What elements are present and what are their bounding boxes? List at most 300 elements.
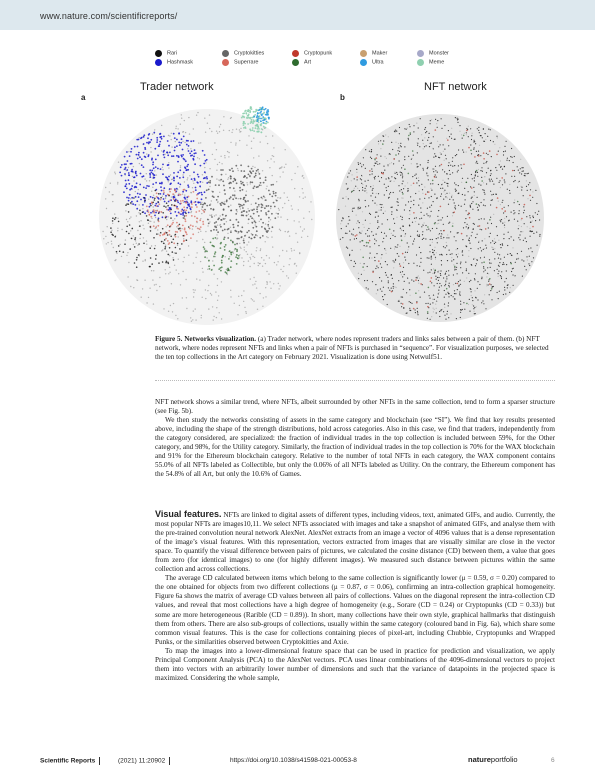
network-node	[271, 236, 272, 237]
network-node	[229, 187, 231, 189]
network-node	[238, 203, 240, 205]
network-node	[179, 144, 181, 146]
network-node	[364, 190, 365, 191]
network-node	[128, 179, 130, 181]
network-node	[215, 256, 216, 257]
network-node	[210, 230, 212, 232]
network-node	[504, 257, 505, 258]
network-node	[368, 205, 369, 206]
network-node	[430, 188, 431, 189]
network-node	[271, 196, 273, 198]
network-node	[155, 166, 157, 168]
network-node	[125, 180, 127, 182]
network-node	[269, 193, 271, 195]
network-node	[112, 201, 113, 202]
network-node	[131, 169, 133, 171]
network-node	[376, 204, 377, 205]
network-node	[255, 173, 257, 175]
network-node	[475, 172, 476, 173]
network-node	[346, 183, 347, 184]
network-node	[179, 177, 181, 179]
network-node	[411, 163, 412, 164]
network-node	[466, 130, 468, 132]
network-node	[416, 277, 417, 278]
network-node	[391, 291, 393, 293]
network-node	[493, 241, 494, 242]
network-node	[460, 304, 461, 305]
network-node	[490, 233, 491, 234]
network-node	[429, 251, 430, 252]
network-node	[404, 128, 405, 129]
network-node	[252, 123, 254, 125]
network-node	[475, 273, 476, 274]
network-node	[444, 125, 445, 126]
network-node	[248, 117, 250, 119]
journal-url[interactable]: www.nature.com/scientificreports/	[40, 11, 178, 21]
network-node	[436, 279, 437, 280]
network-node	[285, 149, 286, 150]
network-node	[156, 290, 157, 291]
network-node	[535, 190, 536, 191]
network-node	[173, 303, 174, 304]
network-node	[439, 316, 440, 317]
network-node	[437, 223, 438, 224]
network-node	[442, 217, 443, 218]
network-node	[288, 200, 289, 201]
network-node	[310, 201, 311, 202]
network-node	[478, 242, 479, 243]
network-node	[511, 212, 512, 213]
network-node	[435, 166, 436, 167]
network-node	[191, 150, 193, 152]
network-node	[365, 168, 366, 169]
network-node	[422, 284, 423, 285]
network-node	[467, 224, 468, 225]
network-node	[499, 164, 500, 165]
network-node	[169, 135, 170, 136]
network-node	[119, 244, 120, 245]
network-node	[382, 223, 383, 224]
network-node	[514, 176, 515, 177]
network-node	[148, 297, 149, 298]
network-node	[260, 219, 262, 221]
network-node	[415, 292, 417, 294]
network-node	[482, 171, 483, 172]
network-node	[341, 220, 342, 221]
network-node	[154, 221, 155, 222]
network-node	[401, 235, 402, 236]
network-node	[163, 198, 165, 200]
network-node	[367, 280, 368, 281]
network-node	[417, 308, 418, 309]
figure-label: Figure 5.	[155, 335, 183, 343]
network-node	[223, 130, 224, 131]
network-node	[370, 186, 371, 187]
network-node	[411, 279, 412, 280]
network-node	[503, 212, 504, 213]
network-node	[415, 193, 416, 194]
network-node	[154, 170, 155, 171]
network-node	[219, 225, 220, 226]
network-node	[135, 237, 137, 239]
network-node	[430, 123, 431, 124]
network-node	[271, 213, 273, 215]
network-node	[452, 225, 454, 227]
network-node	[124, 168, 126, 170]
network-node	[362, 211, 363, 212]
network-node	[355, 262, 356, 263]
network-node	[514, 199, 515, 200]
network-node	[426, 131, 427, 132]
network-node	[504, 222, 505, 223]
network-node	[251, 141, 252, 142]
network-node	[356, 215, 357, 216]
network-node	[377, 228, 378, 229]
network-node	[236, 219, 238, 221]
network-node	[440, 273, 441, 274]
network-node	[428, 303, 429, 304]
network-node	[513, 181, 514, 182]
network-node	[280, 230, 281, 231]
network-node	[369, 240, 371, 242]
network-node	[184, 120, 185, 121]
network-node	[446, 313, 447, 314]
network-node	[248, 218, 250, 220]
network-node	[496, 207, 498, 209]
network-node	[405, 234, 406, 235]
network-node	[211, 131, 212, 132]
network-node	[504, 183, 505, 184]
network-node	[294, 188, 295, 189]
network-node	[446, 271, 447, 272]
network-node	[238, 231, 240, 233]
network-node	[183, 136, 185, 138]
network-node	[471, 203, 472, 204]
network-node	[307, 236, 308, 237]
network-node	[404, 168, 406, 170]
network-node	[102, 231, 103, 232]
network-node	[142, 225, 143, 226]
network-node	[359, 200, 360, 201]
network-node	[416, 178, 417, 179]
network-node	[454, 207, 455, 208]
network-node	[260, 182, 262, 184]
network-node	[448, 270, 449, 271]
network-node	[158, 262, 160, 264]
network-node	[188, 145, 190, 147]
network-node	[415, 279, 417, 281]
network-node	[129, 248, 131, 250]
network-node	[166, 152, 168, 154]
network-node	[444, 285, 445, 286]
network-node	[360, 241, 361, 242]
network-node	[260, 250, 261, 251]
network-node	[180, 165, 181, 166]
network-node	[468, 191, 469, 192]
network-node	[170, 174, 171, 175]
network-node	[388, 197, 389, 198]
network-node	[311, 219, 312, 220]
network-node	[405, 185, 406, 186]
network-node	[121, 229, 122, 230]
network-node	[199, 279, 200, 280]
network-node	[162, 173, 164, 175]
network-node	[276, 200, 278, 202]
network-node	[155, 210, 156, 211]
network-node	[173, 180, 175, 182]
network-node	[383, 238, 384, 239]
network-node	[497, 235, 498, 236]
network-node	[436, 177, 437, 178]
network-node	[455, 283, 456, 284]
network-node	[237, 314, 238, 315]
network-node	[419, 146, 420, 147]
network-node	[486, 285, 487, 286]
network-node	[183, 206, 185, 208]
network-node	[224, 246, 226, 248]
network-node	[251, 217, 253, 219]
network-node	[129, 194, 131, 196]
network-node	[427, 140, 428, 141]
network-node	[443, 151, 444, 152]
network-node	[358, 227, 359, 228]
footer-separator	[169, 757, 170, 765]
network-node	[489, 278, 491, 280]
network-node	[147, 219, 149, 221]
network-node	[366, 185, 367, 186]
network-node	[474, 258, 475, 259]
network-node	[360, 249, 361, 250]
paragraph: We then study the networks consisting of assets in the same category and blockchain (see “SI”). We find that key results presented above, including the shape of the strength distributions, hold across categories. Also in this case, we find that traders, independently from the category considered, are specialized: the fraction of individual trades in the top collection is included between 59%, for the Other category, and 98%, for the Utility category. Similarly, the fraction of individual trades in the top collection is 70% for the WAX blockchain and 91% for the Ethereum blockchain category. Relative to the number of total NFTs in each category, the WAX component contains 55.0% of all NFTs labeled as Collectible, but only the 0.06% of all NFTs labeled as Utility. On the contrary, the Ethereum component has the 54.8% of all Art, but only the 10.6% of Games.	[155, 416, 555, 479]
network-node	[342, 237, 343, 238]
network-node	[395, 236, 396, 237]
network-node	[453, 211, 455, 213]
network-node	[180, 154, 182, 156]
network-node	[399, 263, 400, 264]
network-node	[220, 179, 222, 181]
network-node	[146, 173, 147, 174]
network-node	[447, 197, 448, 198]
network-node	[207, 123, 208, 124]
network-node	[385, 250, 386, 251]
network-node	[463, 302, 464, 303]
network-node	[139, 225, 141, 227]
network-node	[137, 158, 139, 160]
network-node	[180, 194, 182, 196]
network-node	[243, 290, 244, 291]
network-node	[485, 308, 486, 309]
network-node	[499, 147, 500, 148]
network-node	[456, 318, 457, 319]
network-node	[145, 187, 147, 189]
network-node	[517, 253, 518, 254]
network-node	[141, 297, 142, 298]
legend-swatch	[292, 50, 299, 57]
network-node	[217, 278, 218, 279]
network-node	[497, 137, 498, 138]
network-node	[518, 170, 519, 171]
network-node	[422, 231, 423, 232]
network-node	[524, 175, 525, 176]
network-node	[221, 260, 223, 262]
network-node	[268, 205, 270, 207]
network-node	[361, 274, 362, 275]
network-node	[424, 198, 425, 199]
network-node	[133, 235, 134, 236]
network-node	[196, 198, 198, 200]
network-node	[511, 176, 512, 177]
network-node	[241, 257, 242, 258]
network-node	[404, 159, 405, 160]
network-node	[246, 313, 247, 314]
network-node	[204, 171, 206, 173]
network-node	[434, 273, 435, 274]
network-node	[419, 198, 420, 199]
network-node	[232, 129, 233, 130]
network-node	[497, 292, 498, 293]
network-node	[361, 166, 362, 167]
network-node	[258, 215, 260, 217]
network-node	[494, 270, 495, 271]
network-node	[469, 238, 470, 239]
network-node	[115, 173, 116, 174]
network-node	[272, 135, 273, 136]
network-node	[302, 230, 303, 231]
network-node	[461, 233, 463, 235]
network-node	[446, 193, 447, 194]
network-node	[277, 213, 279, 215]
network-node	[431, 264, 432, 265]
network-node	[138, 189, 139, 190]
network-node	[445, 281, 446, 282]
network-node	[225, 256, 226, 257]
network-node	[121, 256, 122, 257]
network-node	[468, 250, 469, 251]
network-node	[236, 254, 238, 256]
network-node	[474, 279, 475, 280]
network-node	[526, 186, 527, 187]
network-node	[266, 188, 267, 189]
network-node	[168, 230, 170, 232]
network-node	[384, 170, 385, 171]
network-node	[262, 306, 263, 307]
network-node	[157, 155, 159, 157]
network-node	[464, 222, 465, 223]
footer-doi-link[interactable]: https://doi.org/10.1038/s41598-021-00053-8	[230, 757, 357, 764]
network-node	[231, 168, 233, 170]
network-node	[257, 235, 258, 236]
network-node	[401, 189, 402, 190]
network-node	[391, 176, 392, 177]
network-node	[106, 243, 107, 244]
network-node	[152, 202, 154, 204]
legend-item: Hashmask	[155, 59, 193, 66]
network-node	[370, 157, 371, 158]
network-node	[449, 136, 450, 137]
network-node	[453, 259, 454, 260]
network-node	[368, 288, 369, 289]
network-node	[128, 167, 129, 168]
network-node	[395, 130, 396, 131]
network-node	[476, 203, 478, 205]
network-node	[460, 263, 461, 264]
network-node	[389, 290, 390, 291]
network-node	[151, 170, 153, 172]
network-node	[521, 189, 522, 190]
network-node	[483, 261, 485, 263]
network-node	[178, 273, 179, 274]
network-node	[190, 148, 191, 149]
network-node	[367, 236, 368, 237]
network-node	[473, 223, 474, 224]
network-node	[137, 280, 138, 281]
network-node	[505, 173, 506, 174]
network-node	[391, 233, 392, 234]
network-node	[197, 174, 199, 176]
network-node	[478, 151, 479, 152]
network-node	[239, 140, 240, 141]
network-node	[345, 206, 346, 207]
network-node	[454, 290, 455, 291]
network-node	[193, 128, 194, 129]
panel-b-label: b	[340, 93, 345, 102]
network-node	[175, 141, 176, 142]
network-node	[187, 184, 189, 186]
network-node	[181, 138, 183, 140]
network-node	[498, 298, 499, 299]
network-node	[371, 158, 372, 159]
network-node	[381, 254, 382, 255]
network-node	[226, 272, 228, 274]
network-node	[462, 272, 463, 273]
network-node	[474, 224, 475, 225]
network-node	[490, 267, 491, 268]
network-node	[443, 238, 444, 239]
network-node	[186, 297, 187, 298]
network-node	[135, 196, 137, 198]
network-node	[427, 272, 428, 273]
network-node	[128, 151, 129, 152]
paragraph: NFTs are linked to digital assets of different types, including videos, text, animated GIFs, and audio. Currently, the most popular NFTs are images10,11. We select NFTs associated with images and take a snapshot of animated GIFs, and analyse them with the pre-trained convolution neural network AlexNet. AlexNet extracts from an image a vector of 4096 values that is a dense representation of the image’s visual features. With this representation, vectors extracted from images that are visually similar are close in the vector space. To quantify the visual difference between pairs of pictures, we calculated the cosine distance (CD) between them, a value that goes from zero (for identical images) to one (for highly different images). We measured such distance between pictures within the same collection and across collections.	[155, 511, 555, 574]
network-node	[421, 226, 422, 227]
network-node	[128, 233, 130, 235]
network-node	[192, 158, 194, 160]
network-node	[158, 221, 160, 223]
network-node	[232, 194, 234, 196]
network-node	[164, 248, 166, 250]
network-node	[265, 241, 266, 242]
nft-network-graph	[326, 95, 556, 325]
network-node	[192, 228, 193, 229]
network-node	[150, 151, 151, 152]
network-node	[477, 128, 478, 129]
network-node	[188, 226, 190, 228]
network-node	[136, 175, 138, 177]
network-node	[358, 162, 359, 163]
network-node	[297, 242, 298, 243]
network-node	[116, 251, 118, 253]
network-node	[206, 176, 208, 178]
network-node	[507, 158, 508, 159]
network-node	[509, 160, 510, 161]
network-node	[513, 285, 514, 286]
network-node	[230, 296, 231, 297]
network-node	[254, 121, 256, 123]
network-node	[143, 228, 144, 229]
network-node	[476, 306, 477, 307]
network-node	[539, 234, 540, 235]
network-node	[129, 155, 131, 157]
